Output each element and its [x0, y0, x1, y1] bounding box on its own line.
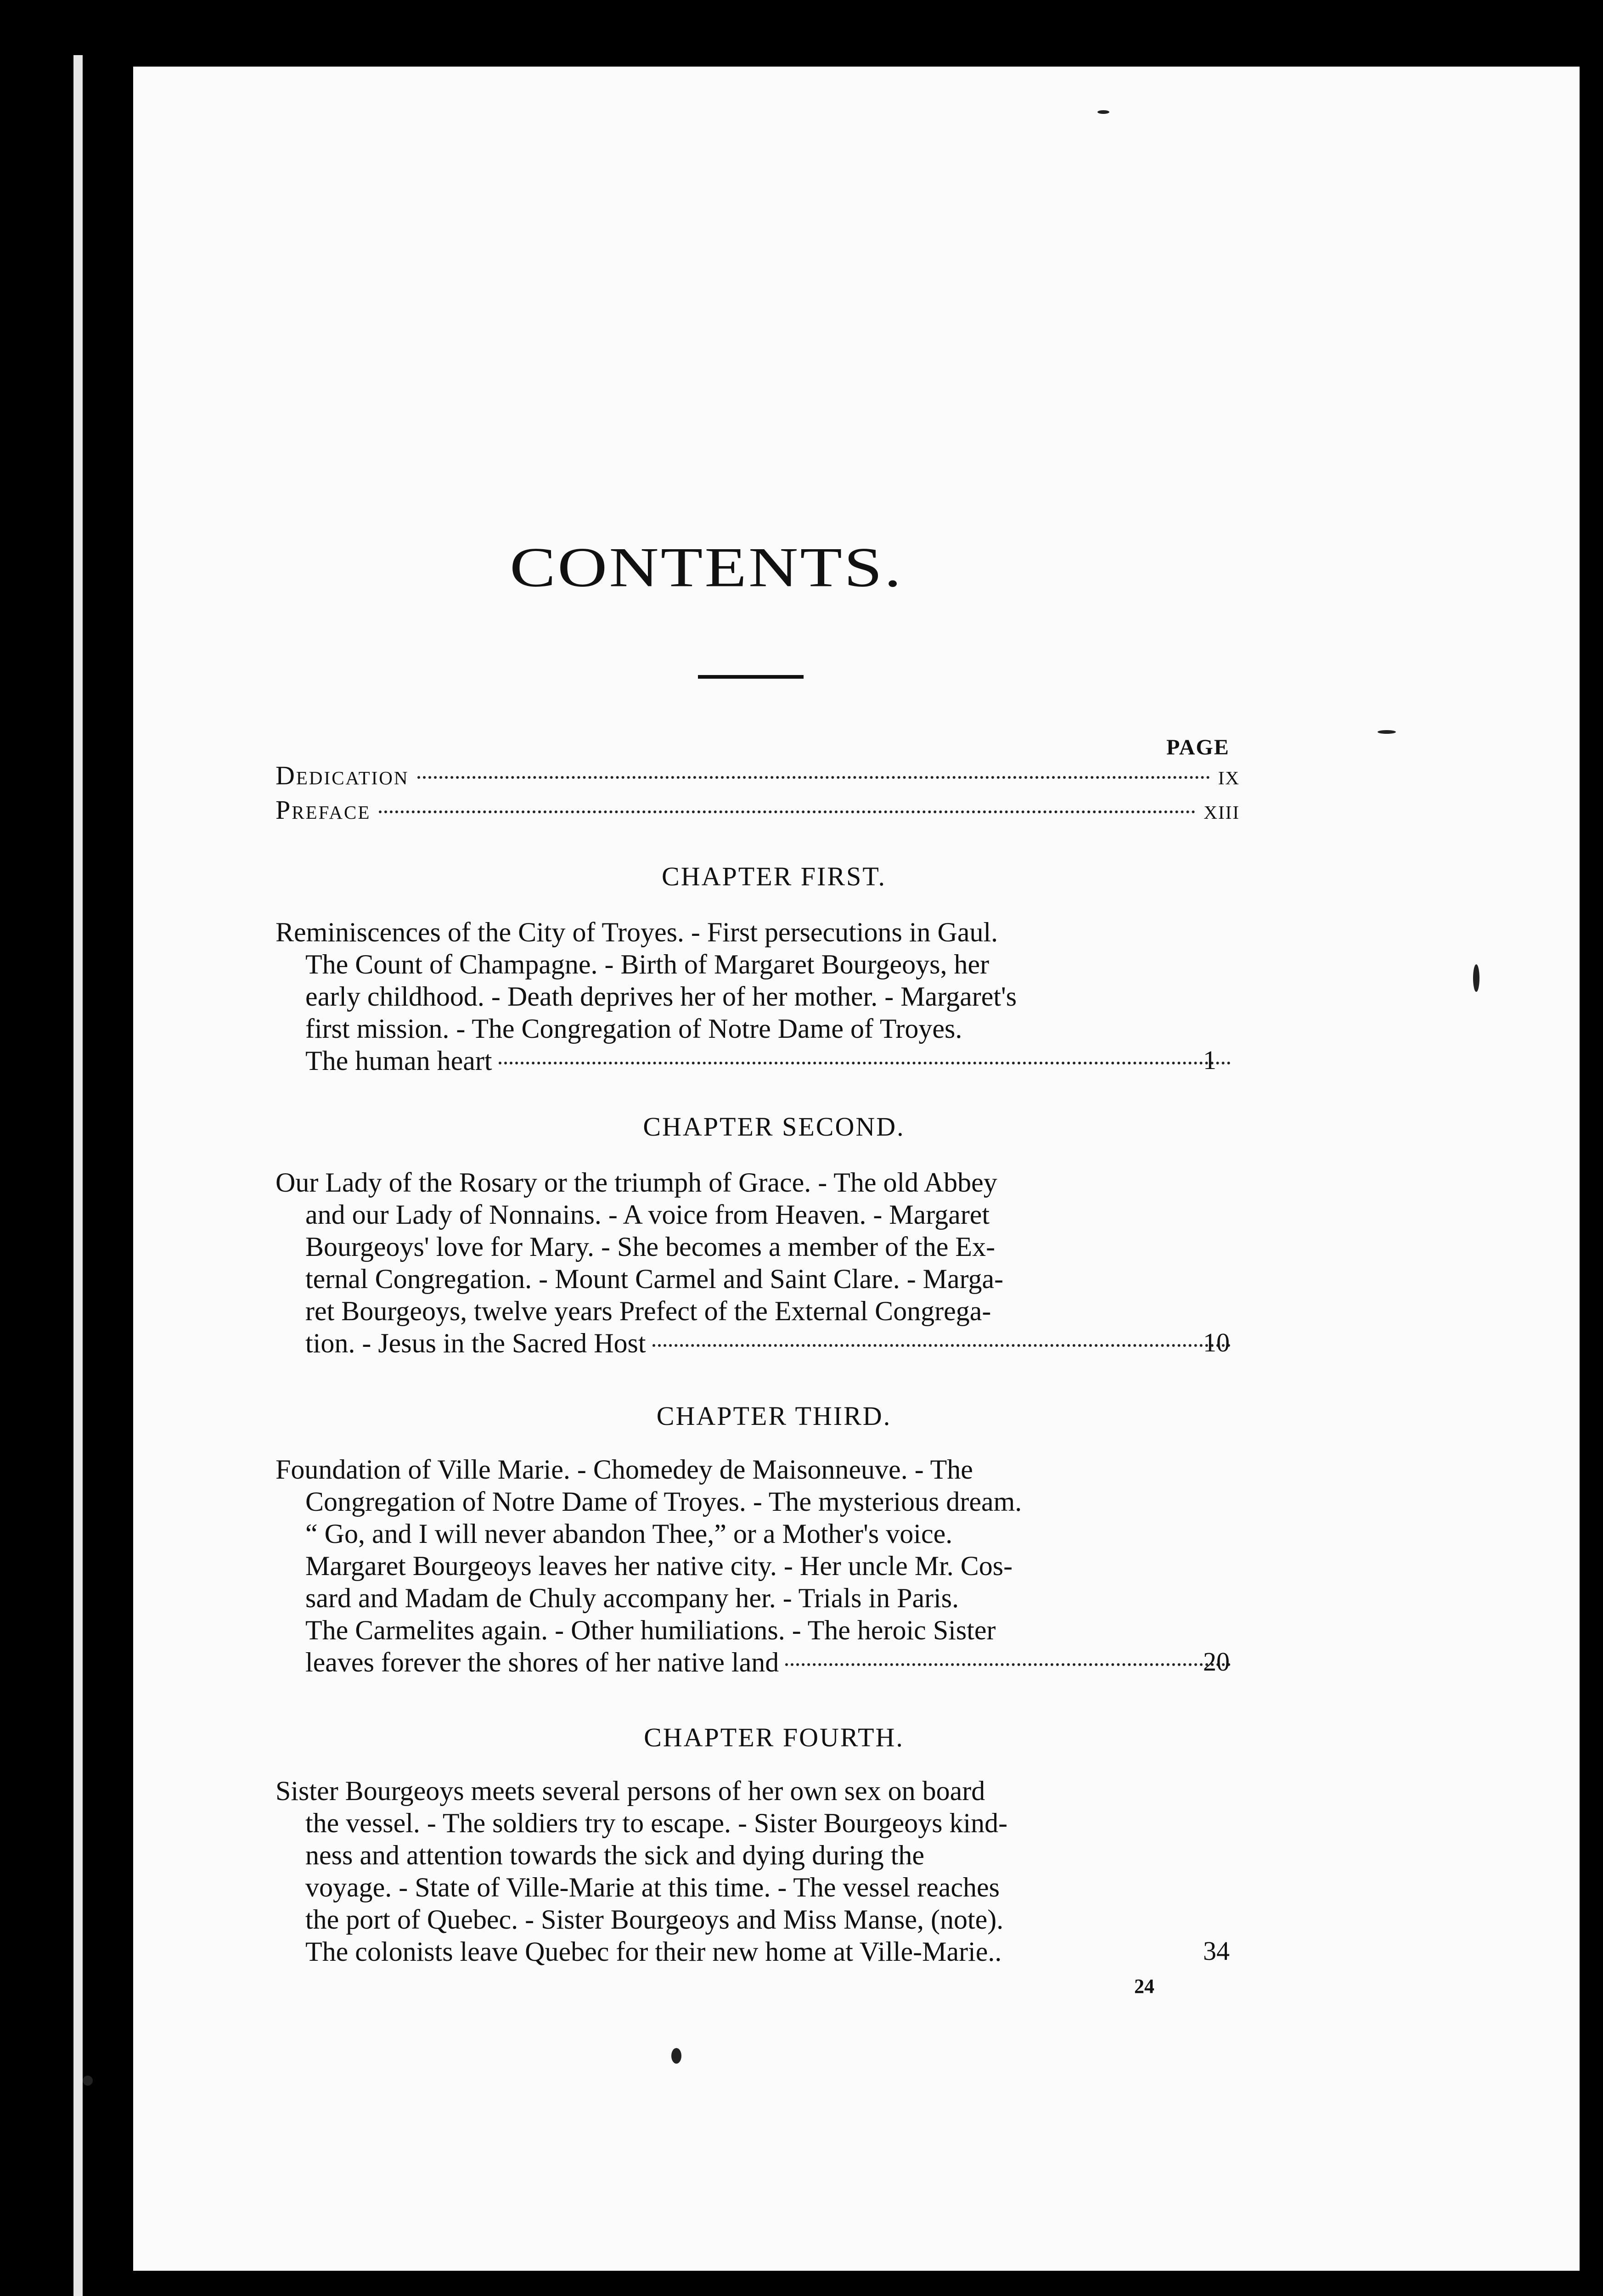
chapter-summary	[276, 1453, 1231, 1678]
toc-entry-dedication	[276, 760, 1240, 792]
ink-speck	[1473, 964, 1479, 992]
chapter-summary	[276, 1166, 1231, 1359]
dot-leader	[652, 1344, 1231, 1347]
summary-line: the port of Quebec. - Sister Bourgeoys and Miss Manse, (note).	[305, 1904, 1004, 1935]
chapter-page-number: 34	[1203, 1936, 1230, 1966]
chapter-summary	[276, 916, 1231, 1077]
signature-mark: 24	[1134, 1975, 1154, 1998]
page-title: CONTENTS.	[510, 536, 903, 599]
chapter-heading: CHAPTER THIRD.	[656, 1401, 892, 1431]
summary-line: early childhood. - Death deprives her of her mother. - Margaret's	[305, 981, 1017, 1012]
ink-speck	[671, 2048, 681, 2064]
chapter-page-number: 20	[1203, 1647, 1230, 1677]
summary-line: and our Lady of Nonnains. - A voice from Heaven. - Margaret	[305, 1199, 990, 1230]
summary-line: The Count of Champagne. - Birth of Margaret Bourgeoys, her	[305, 949, 990, 979]
summary-line: Sister Bourgeoys meets several persons of her own sex on board	[276, 1776, 985, 1806]
summary-line: Congregation of Notre Dame of Troyes. - The mysterious dream.	[305, 1486, 1022, 1517]
summary-line: The human heart	[305, 1046, 492, 1076]
chapter-heading: CHAPTER FIRST.	[662, 861, 886, 891]
summary-line: ret Bourgeoys, twelve years Prefect of the External Congrega-	[305, 1296, 991, 1326]
summary-line: ness and attention towards the sick and dying during the	[305, 1840, 925, 1870]
summary-line: sard and Madam de Chuly accompany her. - Trials in Paris.	[305, 1583, 959, 1613]
ink-speck	[1378, 730, 1396, 734]
toc-entry-page: ix	[1218, 760, 1240, 790]
title-rule	[698, 675, 804, 679]
summary-line: Margaret Bourgeoys leaves her native city. - Her uncle Mr. Cos-	[305, 1551, 1013, 1581]
chapter-heading: CHAPTER SECOND.	[643, 1112, 905, 1142]
summary-line: ternal Congregation. - Mount Carmel and Saint Clare. - Marga-	[305, 1264, 1004, 1294]
summary-line: Reminiscences of the City of Troyes. - First persecutions in Gaul.	[276, 917, 998, 947]
toc-entry-preface	[276, 794, 1240, 827]
dot-leader	[379, 810, 1195, 813]
summary-line: tion. - Jesus in the Sacred Host	[305, 1328, 646, 1358]
summary-line: The colonists leave Quebec for their new home at Ville-Marie..	[305, 1936, 1002, 1967]
ink-speck	[83, 2076, 93, 2086]
dot-leader	[785, 1663, 1231, 1666]
chapter-page-number: 1	[1203, 1045, 1216, 1075]
toc-entry-label: Dedication	[276, 760, 409, 790]
binding-edge	[73, 55, 83, 2296]
chapter-page-number: 10	[1203, 1328, 1230, 1357]
chapter-heading: CHAPTER FOURTH.	[644, 1722, 904, 1752]
ink-speck	[1097, 110, 1109, 114]
page-column-header: PAGE	[1166, 735, 1230, 760]
summary-line-last	[276, 1327, 1231, 1359]
summary-line: voyage. - State of Ville-Marie at this time. - The vessel reaches	[305, 1872, 1000, 1902]
summary-line: leaves forever the shores of her native land	[305, 1647, 779, 1677]
summary-line: Foundation of Ville Marie. - Chomedey de Maisonneuve. - The	[276, 1454, 973, 1485]
summary-line-last	[276, 1045, 1231, 1077]
summary-line: Bourgeoys' love for Mary. - She becomes a member of the Ex-	[305, 1232, 996, 1262]
summary-line: first mission. - The Congregation of Notre Dame of Troyes.	[305, 1013, 962, 1044]
dot-leader	[499, 1062, 1231, 1064]
summary-line: the vessel. - The soldiers try to escape. - Sister Bourgeoys kind-	[305, 1808, 1008, 1838]
toc-entry-label: Preface	[276, 795, 371, 825]
summary-line: “ Go, and I will never abandon Thee,” or a Mother's voice.	[305, 1519, 953, 1549]
toc-entry-page: xiii	[1204, 795, 1240, 825]
chapter-summary	[276, 1775, 1231, 1968]
summary-line: The Carmelites again. - Other humiliations. - The heroic Sister	[305, 1615, 996, 1645]
summary-line: Our Lady of the Rosary or the triumph of Grace. - The old Abbey	[276, 1167, 997, 1198]
dot-leader	[417, 776, 1210, 779]
summary-line-last	[276, 1646, 1231, 1678]
